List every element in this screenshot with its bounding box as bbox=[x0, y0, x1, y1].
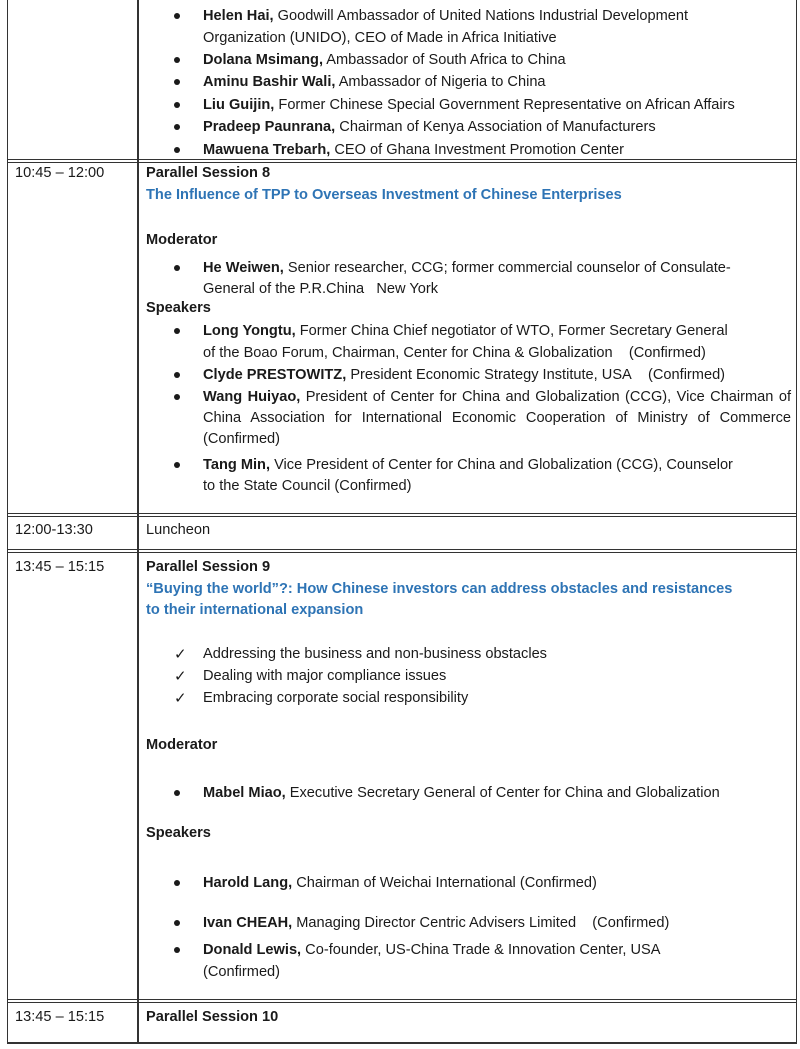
bullet-icon bbox=[174, 102, 180, 108]
topic-item: Dealing with major compliance issues bbox=[203, 668, 447, 684]
speaker-entry-cont: of the Boao Forum, Chairman, Center for China & Globalization (Confirmed) bbox=[203, 345, 706, 361]
moderator-entry-cont: General of the P.R.China New York bbox=[203, 281, 438, 297]
moderator-entry: He Weiwen, Senior researcher, CCG; former commercial counselor of Consulate- bbox=[203, 260, 731, 276]
speaker-entry-cont: Organization (UNIDO), CEO of Made in Africa Initiative bbox=[203, 30, 557, 46]
checkmark-icon: ✓ bbox=[174, 646, 187, 663]
moderator-entry: Mabel Miao, Executive Secretary General of Center for China and Globalization bbox=[203, 785, 720, 801]
row-divider bbox=[7, 159, 797, 163]
speakers-heading: Speakers bbox=[146, 825, 211, 841]
session-title: The Influence of TPP to Overseas Investment of Chinese Enterprises bbox=[146, 187, 622, 203]
bullet-icon bbox=[174, 79, 180, 85]
session-title: “Buying the world”?: How Chinese investors can address obstacles and resistances bbox=[146, 581, 733, 597]
checkmark-icon: ✓ bbox=[174, 668, 187, 685]
speakers-heading: Speakers bbox=[146, 300, 211, 316]
speaker-entry-cont: (Confirmed) bbox=[203, 964, 281, 980]
row-divider bbox=[7, 549, 797, 553]
moderator-heading: Moderator bbox=[146, 232, 218, 248]
bullet-icon bbox=[174, 124, 180, 130]
speaker-entry: Clyde PRESTOWITZ, President Economic Strategy Institute, USA (Confirmed) bbox=[203, 367, 726, 383]
speaker-entry: Long Yongtu, Former China Chief negotiator of WTO, Former Secretary General bbox=[203, 323, 728, 339]
bullet-icon bbox=[174, 13, 180, 19]
speaker-entry: Helen Hai, Goodwill Ambassador of United Nations Industrial Development bbox=[203, 8, 689, 24]
bullet-icon bbox=[174, 790, 180, 796]
row-divider bbox=[7, 513, 797, 517]
session-label: Parallel Session 10 bbox=[146, 1009, 279, 1025]
speaker-entry: Ivan CHEAH, Managing Director Centric Advisers Limited (Confirmed) bbox=[203, 915, 670, 931]
session-label: Parallel Session 8 bbox=[146, 165, 271, 181]
bullet-icon bbox=[174, 328, 180, 334]
speaker-entry-cont: to the State Council (Confirmed) bbox=[203, 478, 412, 494]
speaker-entry: Pradeep Paunrana, Chairman of Kenya Association of Manufacturers bbox=[203, 119, 656, 135]
topic-item: Embracing corporate social responsibility bbox=[203, 690, 469, 706]
moderator-heading: Moderator bbox=[146, 737, 218, 753]
checkmark-icon: ✓ bbox=[174, 690, 187, 707]
topic-item: Addressing the business and non-business obstacles bbox=[203, 646, 547, 662]
bullet-icon bbox=[174, 147, 180, 153]
speaker-entry: Donald Lewis, Co-founder, US-China Trade & Innovation Center, USA bbox=[203, 942, 661, 958]
session-title-cont: to their international expansion bbox=[146, 602, 364, 618]
speaker-entry: Wang Huiyao, President of Center for China and Globalization (CCG), Vice Chairman of China Association for International Economic Cooperation of Ministry of Commerce (Confirmed) bbox=[203, 389, 791, 447]
speaker-entry: Harold Lang, Chairman of Weichai International (Confirmed) bbox=[203, 875, 597, 891]
session-label: Parallel Session 9 bbox=[146, 559, 271, 575]
table-bottom-border bbox=[7, 1042, 797, 1044]
bullet-icon bbox=[174, 372, 180, 378]
time-cell: 12:00-13:30 bbox=[15, 522, 93, 538]
time-cell: 10:45 – 12:00 bbox=[15, 165, 105, 181]
luncheon-label: Luncheon bbox=[146, 522, 211, 538]
speaker-entry: Tang Min, Vice President of Center for China and Globalization (CCG), Counselor bbox=[203, 457, 733, 473]
bullet-icon bbox=[174, 265, 180, 271]
speaker-entry: Mawuena Trebarh, CEO of Ghana Investment Promotion Center bbox=[203, 142, 624, 158]
bullet-icon bbox=[174, 880, 180, 886]
row-divider bbox=[7, 999, 797, 1003]
time-cell: 13:45 – 15:15 bbox=[15, 1009, 105, 1025]
time-cell: 13:45 – 15:15 bbox=[15, 559, 105, 575]
bullet-icon bbox=[174, 394, 180, 400]
bullet-icon bbox=[174, 57, 180, 63]
speaker-entry: Aminu Bashir Wali, Ambassador of Nigeria to China bbox=[203, 74, 546, 90]
column-divider bbox=[137, 0, 139, 1044]
bullet-icon bbox=[174, 947, 180, 953]
speaker-entry: Liu Guijin, Former Chinese Special Government Representative on African Affairs bbox=[203, 97, 735, 113]
bullet-icon bbox=[174, 462, 180, 468]
speaker-entry: Dolana Msimang, Ambassador of South Africa to China bbox=[203, 52, 566, 68]
bullet-icon bbox=[174, 920, 180, 926]
